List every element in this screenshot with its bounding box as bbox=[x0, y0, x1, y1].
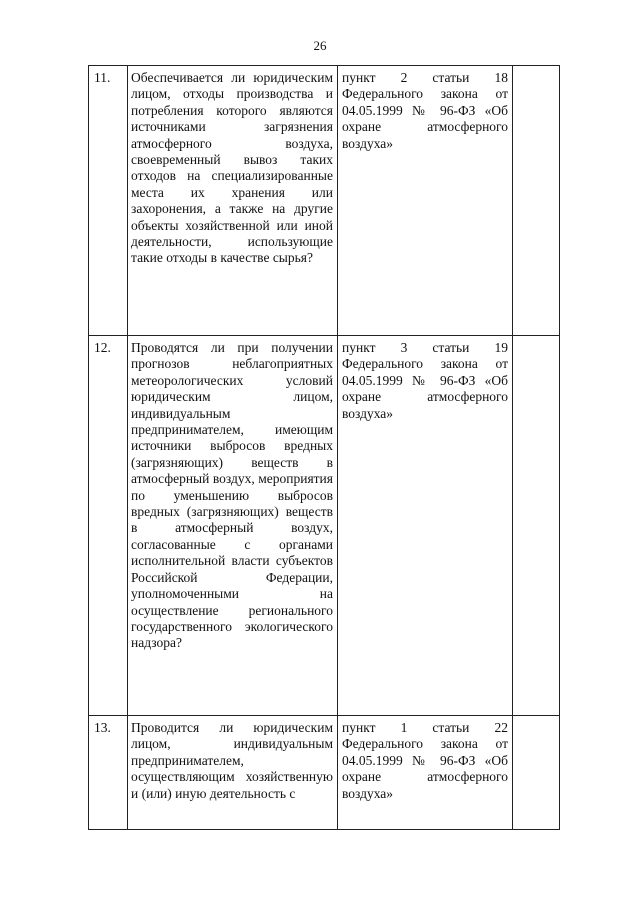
row-number: 11. bbox=[89, 66, 128, 336]
checklist-table bbox=[88, 65, 560, 830]
row-number: 12. bbox=[89, 336, 128, 716]
answer-cell bbox=[513, 716, 560, 830]
legal-reference-cell: пункт 2 статьи 18 Федерального закона от 04.05.1999 № 96-ФЗ «Об охране атмосферного воздуха» bbox=[338, 66, 513, 336]
answer-cell bbox=[513, 66, 560, 336]
question-cell: Проводятся ли при получении прогнозов неблагоприятных метеорологических условий юридическим лицом, индивидуальным предпринимателем, имеющим источники выбросов вредных (загрязняющих) веществ в атмосферный воздух, мероприятия по уменьшению выбросов вредных (загрязняющих) веществ в атмосферный воздух, согласованные с органами исполнительной власти субъектов Российской Федерации, уполномоченными на осуществление регионального государственного экологического надзора? bbox=[128, 336, 338, 716]
legal-reference-cell: пункт 3 статьи 19 Федерального закона от 04.05.1999 № 96-ФЗ «Об охране атмосферного воздуха» bbox=[338, 336, 513, 716]
legal-reference-cell: пункт 1 статьи 22 Федерального закона от 04.05.1999 № 96-ФЗ «Об охране атмосферного воздуха» bbox=[338, 716, 513, 830]
table-row bbox=[89, 66, 560, 336]
question-text: Проводится ли юридическим лицом, индивидуальным предпринимателем, осуществляющим хозяйственную и (или) иную деятельность с bbox=[131, 720, 333, 801]
question-cell: Обеспечивается ли юридическим лицом, отходы производства и потребления которого являются источниками загрязнения атмосферного воздуха, своевременный вывоз таких отходов на специализированные места их хранения или захоронения, а также на другие объекты хозяйственной или иной деятельности, использующие такие отходы в качестве сырья? bbox=[128, 66, 338, 336]
table-row bbox=[89, 336, 560, 716]
row-number: 13. bbox=[89, 716, 128, 830]
answer-cell bbox=[513, 336, 560, 716]
question-cell bbox=[128, 716, 338, 830]
table-row bbox=[89, 716, 560, 830]
page-number: 26 bbox=[313, 38, 327, 53]
